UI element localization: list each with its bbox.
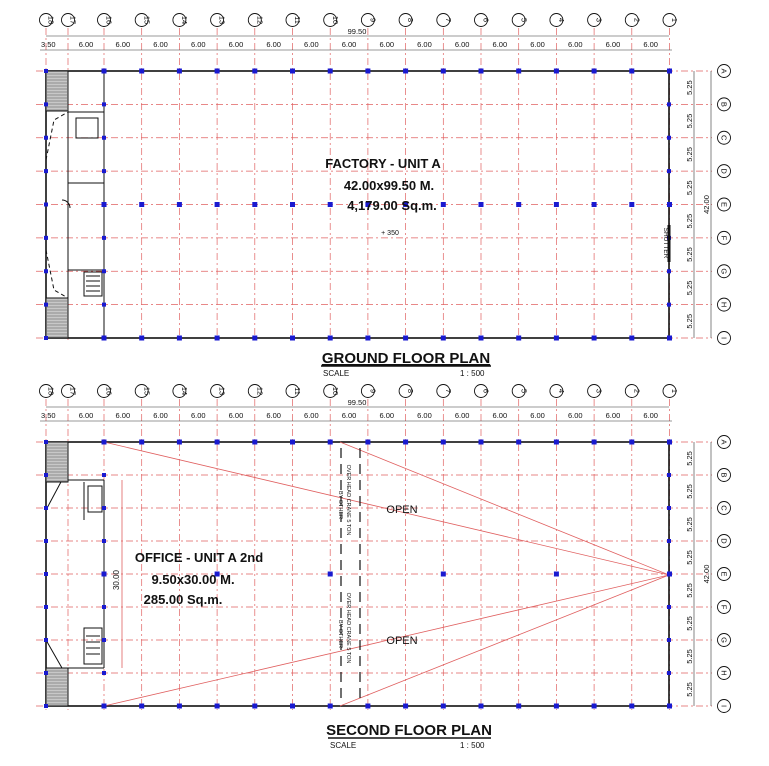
column-marker [592, 336, 597, 341]
bay-dimension: 5.25 [685, 550, 694, 565]
column-axis-label: 15 [142, 15, 152, 25]
column-axis-label: 3 [594, 17, 604, 23]
column-axis-label: 8 [406, 388, 416, 394]
span-dimension: 6.00 [115, 40, 131, 49]
column-marker [516, 336, 521, 341]
unit-name: FACTORY - UNIT A [325, 156, 441, 171]
column-marker [516, 202, 521, 207]
column-marker [177, 69, 182, 74]
column-marker [290, 202, 295, 207]
span-dimension: 6.00 [379, 40, 395, 49]
column-marker [365, 704, 370, 709]
span-dimension: 6.00 [304, 411, 319, 420]
column-marker [44, 506, 48, 510]
unit-name: OFFICE - UNIT A 2nd [134, 550, 264, 565]
column-marker [102, 336, 106, 340]
span-dimension: 3.50 [41, 40, 56, 49]
column-marker [102, 539, 106, 543]
column-marker [328, 440, 333, 445]
column-marker [328, 704, 333, 709]
column-marker [44, 102, 48, 106]
span-dimension: 6.00 [304, 40, 319, 49]
column-marker [667, 473, 671, 477]
bay-dimension: 5.25 [685, 80, 694, 95]
column-axis-label: 3 [594, 388, 604, 394]
span-dimension: 6.00 [266, 411, 281, 420]
column-marker [365, 69, 370, 74]
column-marker [667, 440, 671, 444]
column-marker [102, 671, 106, 675]
column-axis-label: 6 [481, 388, 491, 394]
column-axis-label: 16 [104, 386, 114, 396]
span-dimension: 6.00 [643, 411, 658, 420]
column-marker [403, 440, 408, 445]
column-axis-label: 6 [481, 17, 491, 23]
column-marker [102, 440, 106, 444]
column-marker [328, 202, 333, 207]
column-marker [44, 572, 48, 576]
span-dimension: 6.00 [605, 411, 621, 420]
column-marker [102, 605, 106, 609]
column-marker [403, 336, 408, 341]
column-marker [215, 69, 220, 74]
column-axis-label: 9 [368, 388, 378, 394]
column-marker [667, 102, 671, 106]
column-marker [667, 203, 671, 207]
span-dimension: 6.00 [341, 411, 357, 420]
column-axis-label: 9 [368, 17, 378, 23]
column-marker [667, 539, 671, 543]
span-dimensions [40, 27, 672, 50]
unit-area: 285.00 Sq.m. [143, 592, 223, 607]
column-marker [441, 440, 446, 445]
column-marker [252, 336, 257, 341]
overall-length: 99.50 [347, 398, 367, 407]
column-marker [554, 336, 559, 341]
column-marker [667, 671, 671, 675]
column-axis-labels [40, 385, 680, 398]
row-axis-label: F [719, 604, 729, 610]
span-dimension: 6.00 [190, 411, 206, 420]
row-axis-label: B [719, 472, 729, 478]
span-dimension: 6.00 [190, 40, 206, 49]
column-marker [554, 440, 559, 445]
bay-dimension: 5.25 [685, 314, 694, 329]
shutter-label: SHUTTER [662, 227, 669, 259]
overall-width: 42.00 [702, 564, 711, 584]
column-marker [177, 704, 182, 709]
column-marker [667, 303, 671, 307]
column-marker [365, 336, 370, 341]
column-axis-label: 17 [68, 15, 78, 25]
span-dimensions [40, 398, 672, 421]
overall-length: 99.50 [347, 27, 367, 36]
column-marker [102, 704, 106, 708]
column-marker [177, 440, 182, 445]
column-marker [44, 69, 48, 73]
column-axis-label: 14 [180, 15, 189, 25]
column-marker [102, 203, 106, 207]
span-dimension: 6.00 [78, 40, 94, 49]
bay-dimension: 5.25 [685, 517, 694, 532]
row-axis-label: H [719, 670, 729, 676]
row-axis-label: G [719, 637, 729, 643]
span-dimension: 6.00 [567, 411, 583, 420]
column-marker [215, 202, 220, 207]
column-marker [290, 440, 295, 445]
plan-heading: SECOND FLOOR PLAN [326, 722, 492, 739]
crane-note-top: OVER HEAD CRANE 5 TON [345, 464, 351, 536]
row-axis-labels [718, 436, 731, 713]
bay-dimension: 5.25 [685, 180, 694, 196]
crane-note-bottom: OVER HEAD CRANE 5 TON [345, 592, 351, 664]
column-marker [592, 69, 597, 74]
row-axis-label: A [719, 68, 729, 74]
span-dimension: 6.00 [115, 411, 131, 420]
span-dimension: 6.00 [417, 411, 432, 420]
column-marker [441, 202, 446, 207]
span-dimension: 6.00 [530, 411, 545, 420]
bay-dimension: 5.25 [685, 113, 694, 129]
column-marker [516, 704, 521, 709]
column-marker [592, 704, 597, 709]
span-dimension: 6.00 [153, 40, 168, 49]
column-marker [629, 704, 634, 709]
column-marker [667, 638, 671, 642]
column-axis-label: 10 [330, 386, 340, 396]
column-marker [667, 136, 671, 140]
column-marker [667, 572, 671, 576]
column-axis-label: 7 [443, 388, 453, 394]
column-marker [44, 203, 48, 207]
bay-dimension: 5.25 [685, 583, 694, 598]
column-axis-label: 18 [46, 386, 56, 396]
open-label-upper: OPEN [386, 504, 418, 516]
column-marker [667, 704, 671, 708]
span-dimension: 6.00 [228, 411, 244, 420]
column-marker [290, 704, 295, 709]
ramp-hatching [47, 445, 67, 704]
column-axis-label: 16 [104, 15, 114, 25]
span-dimension: 6.00 [417, 40, 432, 49]
span-dimension: 6.00 [153, 411, 168, 420]
span-dimension: 6.00 [228, 40, 244, 49]
column-marker [554, 704, 559, 709]
row-axis-label: C [719, 135, 729, 141]
span-dimension: 6.00 [266, 40, 281, 49]
row-axis-label: I [719, 336, 729, 340]
column-marker [102, 102, 106, 106]
bay-dimension: 5.25 [685, 616, 694, 631]
row-axis-label: C [719, 505, 729, 511]
column-marker [629, 336, 634, 341]
row-axis-label: D [719, 538, 729, 544]
column-marker [102, 303, 106, 307]
span-dimension: 6.00 [78, 411, 94, 420]
column-marker [252, 704, 257, 709]
span-dimension: 6.00 [567, 40, 583, 49]
ground-floor-plan [36, 14, 731, 379]
column-marker [629, 69, 634, 74]
column-marker [479, 202, 484, 207]
column-axis-label: 12 [255, 15, 265, 25]
column-axis-label: 1 [670, 388, 680, 394]
column-axis-label: 18 [46, 15, 56, 25]
column-marker [554, 202, 559, 207]
bay-dimension: 5.25 [685, 451, 694, 466]
column-marker [441, 704, 446, 709]
column-marker [516, 69, 521, 74]
column-marker [667, 605, 671, 609]
column-axis-label: 15 [142, 386, 152, 396]
span-dimension: 6.00 [454, 411, 470, 420]
column-marker [139, 69, 144, 74]
column-marker [252, 69, 257, 74]
column-axis-label: 11 [293, 387, 303, 395]
column-marker [215, 336, 220, 341]
column-marker [441, 572, 446, 577]
column-marker [479, 336, 484, 341]
column-marker [139, 202, 144, 207]
column-marker [667, 169, 671, 173]
scale-label: SCALE [323, 369, 350, 378]
level-mark: + 350 [381, 230, 399, 237]
column-marker [403, 704, 408, 709]
row-axis-label: D [719, 168, 729, 174]
column-axis-label: 2 [632, 388, 642, 394]
column-marker [441, 69, 446, 74]
row-axis-label: F [719, 235, 729, 241]
column-marker [592, 440, 597, 445]
span-dimension: 6.00 [492, 411, 508, 420]
span-dimension: 6.00 [605, 40, 621, 49]
column-marker [479, 69, 484, 74]
row-axis-label: I [719, 704, 729, 708]
second-floor-plan [36, 385, 731, 751]
column-marker [252, 202, 257, 207]
column-marker [667, 506, 671, 510]
bay-dimension: 5.25 [685, 213, 694, 229]
scale-value: 1 : 500 [460, 741, 485, 750]
bay-dimension: 5.25 [685, 147, 694, 162]
column-marker [139, 704, 144, 709]
scale-label: SCALE [330, 741, 357, 750]
row-axis-label: B [719, 101, 729, 107]
column-axis-label: 1 [670, 17, 680, 23]
column-marker [44, 440, 48, 444]
column-marker [102, 169, 106, 173]
column-marker [479, 440, 484, 445]
column-marker [365, 440, 370, 445]
column-axis-label: 13 [217, 386, 227, 396]
column-marker [102, 572, 106, 576]
column-axis-label: 17 [68, 386, 78, 396]
column-marker [102, 473, 106, 477]
overall-width: 42.00 [702, 195, 711, 214]
column-marker [629, 202, 634, 207]
ramp-bottom [46, 668, 68, 706]
column-axis-label: 2 [632, 17, 642, 23]
span-dimension: 6.00 [643, 40, 658, 49]
column-axis-label: 5 [519, 17, 529, 23]
column-marker [328, 336, 333, 341]
column-marker [102, 506, 106, 510]
column-marker [102, 269, 106, 273]
column-marker [102, 638, 106, 642]
column-marker [252, 440, 257, 445]
unit-dimensions: 42.00x99.50 M. [343, 178, 435, 193]
column-marker [44, 605, 48, 609]
crane-by-top: BY OTHER [337, 490, 343, 520]
column-axis-label: 7 [443, 17, 453, 23]
column-marker [667, 269, 671, 273]
column-marker [215, 704, 220, 709]
plan-heading: GROUND FLOOR PLAN [321, 350, 491, 367]
column-marker [177, 336, 182, 341]
column-axis-label: 14 [180, 386, 189, 396]
column-marker [629, 440, 634, 445]
column-marker [102, 236, 106, 240]
column-marker [44, 169, 48, 173]
column-marker [177, 202, 182, 207]
column-marker [44, 269, 48, 273]
column-axis-label: 8 [406, 17, 416, 23]
column-axis-label: 5 [519, 388, 529, 394]
column-marker [102, 69, 106, 73]
bay-dimension: 5.25 [685, 484, 694, 499]
column-marker [215, 440, 220, 445]
column-marker [479, 704, 484, 709]
bay-dimension: 5.25 [685, 280, 694, 296]
column-marker [139, 336, 144, 341]
column-marker [44, 638, 48, 642]
span-dimension: 3.50 [41, 411, 56, 420]
unit-area: 4,179.00 Sq.m. [347, 198, 437, 213]
column-marker [290, 336, 295, 341]
column-axis-label: 13 [217, 15, 227, 25]
column-marker [44, 336, 48, 340]
column-axis-label: 12 [255, 386, 265, 396]
column-axis-label: 4 [557, 17, 566, 23]
column-marker [516, 440, 521, 445]
column-marker [328, 69, 333, 74]
span-dimension: 6.00 [454, 40, 470, 49]
column-marker [441, 336, 446, 341]
span-dimension: 6.00 [530, 40, 545, 49]
column-marker [667, 69, 671, 73]
row-axis-label: E [719, 201, 729, 208]
row-axis-label: E [719, 571, 729, 577]
column-marker [554, 572, 559, 577]
span-dimension: 6.00 [379, 411, 395, 420]
column-axis-labels [40, 14, 680, 27]
row-axis-label: G [719, 268, 729, 275]
column-axis-label: 4 [557, 388, 566, 394]
unit-dimensions: 9.50x30.00 M. [151, 572, 235, 587]
column-marker [102, 136, 106, 140]
row-axis-label: A [719, 439, 729, 445]
column-marker [44, 671, 48, 675]
column-axis-label: 10 [330, 15, 340, 25]
span-dimension: 6.00 [341, 40, 357, 49]
bay-dimension: 5.25 [685, 649, 694, 664]
column-marker [139, 440, 144, 445]
column-marker [44, 539, 48, 543]
column-marker [44, 473, 48, 477]
row-axis-labels [718, 65, 731, 345]
crane-by-bottom: BY OTHER [337, 619, 343, 649]
column-marker [554, 69, 559, 74]
span-dimension: 6.00 [492, 40, 508, 49]
column-marker [44, 136, 48, 140]
column-marker [667, 336, 671, 340]
bay-dimension: 5.25 [685, 682, 694, 697]
column-marker [290, 69, 295, 74]
column-marker [44, 704, 48, 708]
scale-value: 1 : 500 [460, 369, 485, 378]
column-marker [592, 202, 597, 207]
row-axis-label: H [719, 301, 729, 308]
bay-dimension: 5.25 [685, 247, 694, 262]
column-marker [403, 69, 408, 74]
open-label-lower: OPEN [386, 635, 418, 647]
column-marker [44, 303, 48, 307]
office-length: 30.00 [112, 569, 121, 591]
column-marker [328, 572, 333, 577]
column-marker [44, 236, 48, 240]
column-axis-label: 11 [293, 16, 303, 24]
